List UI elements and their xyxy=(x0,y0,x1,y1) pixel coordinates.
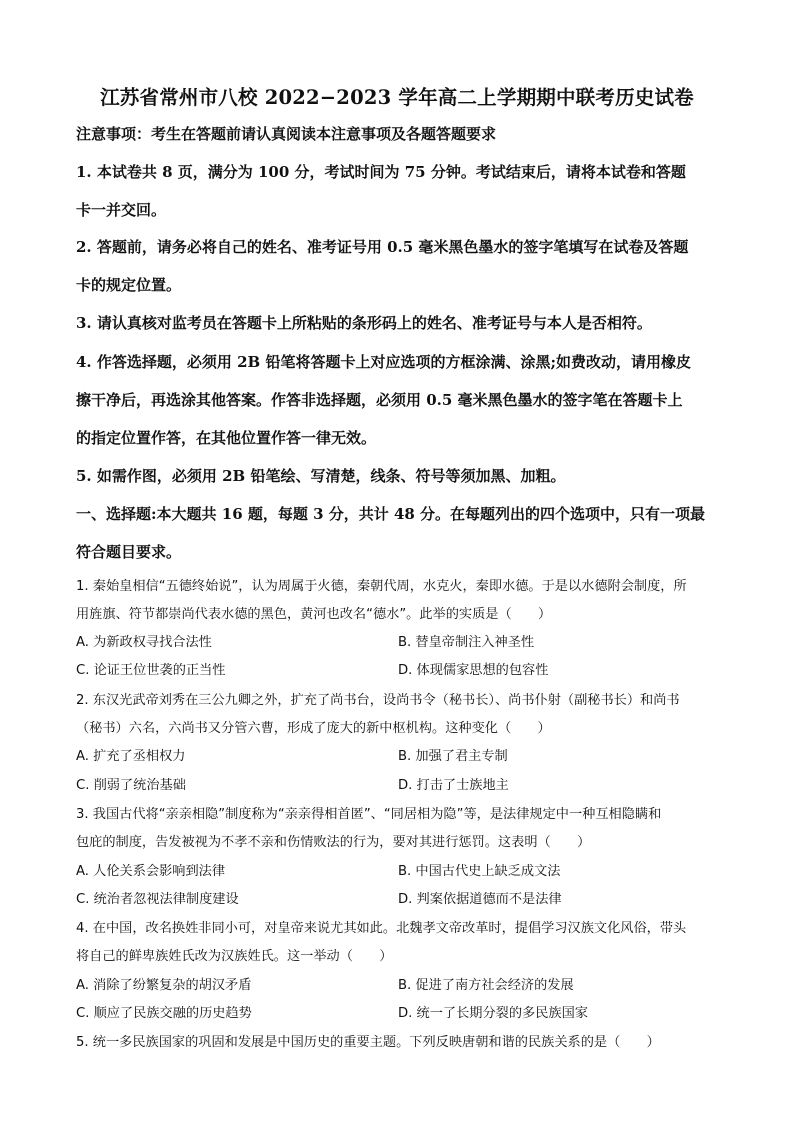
question-4-option-d: D. 统一了长期分裂的多民族国家 xyxy=(398,1006,588,1021)
exam-title: 江苏省常州市八校 2022−2023 学年高二上学期期中联考历史试卷 xyxy=(100,86,694,109)
question-4-stem-line-1: 4. 在中国，改名换姓非同小可，对皇帝来说尤其如此。北魏孝文帝改革时，提倡学习汉族文化风俗，带头 xyxy=(76,921,687,936)
note-4-line-2: 擦干净后，再选涂其他答案。作答非选择题，必须用 0.5 毫米黑色墨水的签字笔在答题卡上 xyxy=(76,391,683,409)
question-2-option-b: B. 加强了君主专制 xyxy=(398,749,508,764)
question-1-stem-line-2: 用旌旗、符节都崇尚代表水德的黑色，黄河也改名“德水”。此举的实质是（ ） xyxy=(76,607,552,622)
question-3-option-a: A. 人伦关系会影响到法律 xyxy=(76,864,226,879)
question-3-stem-line-1: 3. 我国古代将“亲亲相隐”制度称为“亲亲得相首匿”、“同居相为隐”等，是法律规定中一种互相隐瞒和 xyxy=(76,807,662,822)
note-5-line-1: 5. 如需作图，必须用 2B 铅笔绘、写清楚，线条、符号等须加黑、加粗。 xyxy=(76,467,566,485)
question-2-stem-line-1: 2. 东汉光武帝刘秀在三公九卿之外，扩充了尚书台，设尚书令（秘书长）、尚书仆射（副秘书长）和尚书 xyxy=(76,693,680,708)
question-3-option-b: B. 中国古代史上缺乏成文法 xyxy=(398,864,561,879)
note-2-line-1: 2. 答题前，请务必将自己的姓名、准考证号用 0.5 毫米黑色墨水的签字笔填写在试卷及答题 xyxy=(76,238,689,256)
note-1-line-1: 1. 本试卷共 8 页，满分为 100 分，考试时间为 75 分钟。考试结束后，请将本试卷和答题 xyxy=(76,163,686,181)
question-1-option-c: C. 论证王位世袭的正当性 xyxy=(76,663,226,678)
question-4-stem-line-2: 将自己的鲜卑族姓氏改为汉族姓氏。这一举动（ ） xyxy=(76,949,393,964)
question-3-option-d: D. 判案依据道德而不是法律 xyxy=(398,892,562,907)
question-1-option-d: D. 体现儒家思想的包容性 xyxy=(398,663,549,678)
question-1-stem-line-1: 1. 秦始皇相信“五德终始说”，认为周属于火德，秦朝代周，水克火，秦即水德。于是以水德附会制度，所 xyxy=(76,579,687,594)
question-4-option-b: B. 促进了南方社会经济的发展 xyxy=(398,978,574,993)
section-heading-line-1: 一、选择题:本大题共 16 题，每题 3 分，共计 48 分。在每题列出的四个选项中，只有一项最 xyxy=(76,505,706,523)
note-4-line-3: 的指定位置作答，在其他位置作答一律无效。 xyxy=(76,429,377,447)
note-4-line-1: 4. 作答选择题，必须用 2B 铅笔将答题卡上对应选项的方框涂满、涂黑;如费改动，请用橡皮 xyxy=(76,353,691,371)
question-4-option-a: A. 消除了纷繁复杂的胡汉矛盾 xyxy=(76,978,252,993)
question-3-stem-line-2: 包庇的制度，告发被视为不孝不亲和伤情败法的行为，要对其进行惩罚。这表明（ ） xyxy=(76,835,591,850)
section-heading-line-2: 符合题目要求。 xyxy=(76,543,182,561)
question-2-option-d: D. 打击了士族地主 xyxy=(398,778,509,793)
question-2-option-a: A. 扩充了丞相权力 xyxy=(76,749,186,764)
notes-heading: 注意事项：考生在答题前请认真阅读本注意事项及各题答题要求 xyxy=(76,125,497,143)
note-2-line-2: 卡的规定位置。 xyxy=(76,276,182,294)
question-1-option-a: A. 为新政权寻找合法性 xyxy=(76,635,212,650)
question-2-option-c: C. 削弱了统治基础 xyxy=(76,778,186,793)
question-1-option-b: B. 替皇帝制注入神圣性 xyxy=(398,635,535,650)
question-2-stem-line-2: （秘书）六名，六尚书又分管六曹，形成了庞大的新中枢机构。这种变化（ ） xyxy=(76,721,551,736)
note-1-line-2: 卡一并交回。 xyxy=(76,201,167,219)
question-5-stem-line-1: 5. 统一多民族国家的巩固和发展是中国历史的重要主题。下列反映唐朝和谐的民族关系的是（ ） xyxy=(76,1035,660,1050)
note-3-line-1: 3. 请认真核对监考员在答题卡上所粘贴的条形码上的姓名、准考证号与本人是否相符。 xyxy=(76,314,652,332)
question-4-option-c: C. 顺应了民族交融的历史趋势 xyxy=(76,1006,252,1021)
question-3-option-c: C. 统治者忽视法律制度建设 xyxy=(76,892,239,907)
